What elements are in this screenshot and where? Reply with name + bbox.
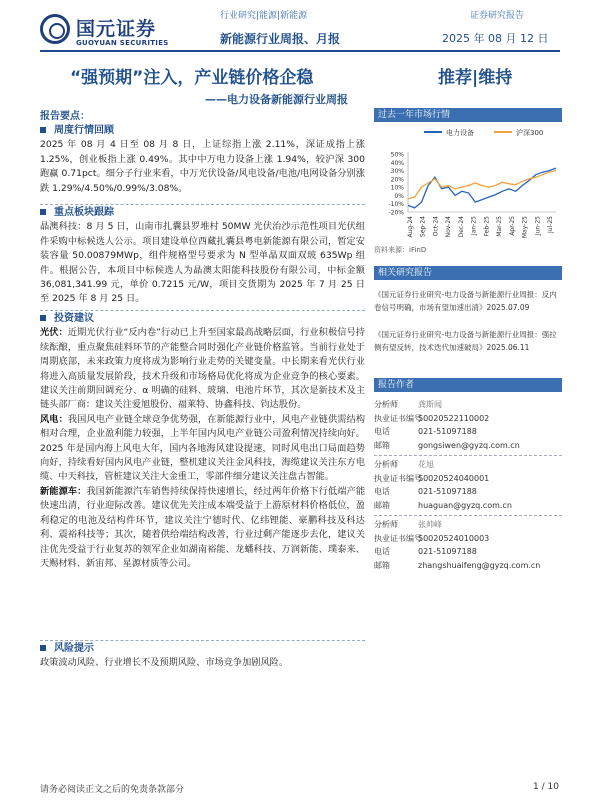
rating-badge: 推荐|维持	[438, 68, 513, 88]
analyst-field-label: 电话	[374, 487, 390, 496]
analyst-field-label: 邮箱	[374, 500, 390, 510]
y-tick-label: 0%	[394, 192, 404, 200]
y-tick-label: 30%	[390, 168, 404, 176]
wind-label: 风电：	[40, 413, 68, 425]
analyst-divider	[374, 515, 562, 516]
analyst-field-label: 分析师	[374, 460, 398, 469]
analyst-row	[374, 458, 562, 472]
chart-heading: 过去一年市场行情	[374, 108, 562, 122]
section-text: 政策波动风险、行业增长不及预期风险、市场竞争加剧风险。	[40, 657, 289, 669]
analyst-row	[374, 412, 562, 426]
company-logo	[40, 10, 170, 48]
series-line-index	[408, 171, 556, 199]
analyst-row	[374, 518, 562, 532]
section-title: 重点板块跟踪	[54, 207, 114, 218]
page-title: “强预期”注入，产业链价格企稳	[70, 68, 314, 88]
x-tick-label: Mar-25	[496, 216, 504, 237]
y-tick-label: -20%	[388, 209, 404, 217]
header-divider	[40, 50, 560, 52]
summary-heading: 报告要点：	[40, 111, 90, 122]
wind-text: 我国风电产业链全球竞争优势强，在新能源行业中，风电产业链供需结构相对合理，企业盈利能力较强，上半年国内风电产业链公司盈利情况持续向好。2025 年是国内海上风电大年，国内各地海风建设提速，同时风电出口局面趋势向好，持续看好国内风电产业链，整机建议关注金风科技，海缆建议关注东方电缆、中天科技，管桩建议关注大金重工，零部件细分建议关注盘古智能。	[40, 413, 366, 483]
legend-label: 电力设备	[446, 129, 474, 137]
section-risk	[40, 642, 365, 671]
related-heading: 相关研究报告	[374, 266, 562, 280]
nev-label: 新能源车：	[40, 485, 87, 497]
analyst-field-label: 分析师	[374, 400, 398, 409]
section-text: 晶澳科技：8 月 5 日，山南市扎囊县罗堆村 50MW 光伏治沙示范性项目光伏组件采购中标候选人公示。项目建设单位西藏扎囊县粤电新能源有限公司，暂定安装容量 50.00879MWp，组件规格型号要求为 N 型单晶双面双玻 635Wp 组件。根据公告，本项目中标候选人为晶澳太阳能科技股份有限公司，中标金额 36,081,341.99 元，单价 0.7215 元/W，项目交货期为 2025 年 7 月 25 日至 2025 年 8 月 25 日。	[40, 221, 365, 305]
y-tick-label: 10%	[390, 184, 404, 192]
x-tick-label: Aug-24	[407, 216, 414, 238]
series-line-industry	[408, 168, 556, 208]
analyst-row	[374, 485, 562, 499]
report-type: 证券研究报告	[470, 11, 525, 21]
analyst-phone: 021-51097188	[418, 547, 477, 556]
analyst-field-label: 电话	[374, 427, 390, 436]
analyst-phone: 021-51097188	[418, 487, 477, 496]
section-divider	[40, 640, 365, 641]
analyst-heading: 报告作者	[374, 378, 562, 392]
section-weekly-review	[40, 124, 365, 196]
report-subtitle: ——电力设备新能源行业周报	[205, 93, 348, 106]
analyst-row	[374, 559, 562, 573]
y-tick-label: -10%	[388, 201, 404, 209]
x-tick-label: Jul-25	[547, 216, 554, 234]
analyst-cert: S0020522110002	[418, 413, 490, 423]
section-divider	[40, 204, 365, 205]
report-series: 新能源行业周报、月报	[220, 32, 341, 46]
analyst-field-label: 执业证书编号	[374, 473, 422, 483]
x-tick-label: Sep-24	[419, 216, 427, 238]
section-divider	[40, 310, 365, 311]
section-title: 周度行情回顾	[54, 125, 114, 136]
analyst-row	[374, 425, 562, 439]
analyst-name: 张帅峰	[418, 520, 442, 529]
pv-paragraph	[40, 326, 365, 412]
analyst-name: 龚斯闻	[418, 400, 442, 409]
y-tick-label: 50%	[390, 151, 404, 159]
x-tick-label: Feb-25	[483, 216, 491, 237]
pv-label: 光伏：	[40, 327, 68, 339]
section-bullet-icon	[40, 209, 46, 215]
wind-paragraph	[40, 413, 365, 485]
x-tick-label: Nov-24	[445, 216, 453, 238]
analyst-field-label: 邮箱	[374, 560, 390, 570]
section-bullet-icon	[40, 645, 46, 651]
disclaimer-note: 请务必阅读正文之后的免责条款部分	[40, 785, 185, 795]
legend-label: 沪深300	[516, 129, 544, 137]
logo-text-en: GUOYUAN SECURITIES	[76, 39, 169, 47]
section-title: 风险提示	[54, 643, 94, 654]
analyst-email[interactable]: gongsiwen@gyzq.com.cn	[418, 440, 520, 450]
pv-text: 近期光伏行业“反内卷”行动已上升至国家最高战略层面，行业积极信号持续酝酿，重点聚焦硅料环节的产能整合同时强化产业链价格监管。当前行业处于周期底部，未来政策力度将成为影响行业走势的关键变量。中长期来看光伏行业将进入高质量发展阶段，技术升级和市场格局优化将成为企业竞争的核心要素。建议关注前期回调充分、α 明确的硅料、玻璃、电池片环节，其次是新技术及主链头部厂商：建议关注爱旭股份、福莱特、协鑫科技、钧达股份。	[40, 327, 365, 411]
analyst-row	[374, 545, 562, 559]
analyst-row	[374, 499, 562, 513]
related-report[interactable]: 《国元证券行业研究-电力设备与新能源行业周报：强拉侧有望反转，技术迭代加速破局》2025.06.11	[374, 330, 557, 352]
nev-text: 我国新能源汽车销售持续保持快速增长，经过两年价格下行低端产能快速出清，行业迎际改善。建议优先关注成本端受益于上游原材料价格低位，盈利稳定的电池及结构件环节，建议关注宁德时代、亿纬锂能、豪鹏科技及科达利、震裕科技等；其次，随着供给端结构改善，行业过剩产能逐步去化，建议关注优先受益于行业复苏的领军企业如湖南裕能、龙蟠科技、万润新能、璞泰来、天赐材料、新宙邦、星源材质等公司。	[40, 485, 366, 569]
analyst-row	[374, 472, 562, 486]
logo-text-cn: 国元证券	[76, 18, 157, 40]
x-tick-label: Oct-24	[432, 216, 440, 237]
analyst-phone: 021-51097188	[418, 427, 477, 436]
analyst-cert: S0020524040001	[418, 473, 490, 483]
logo-seal-icon	[40, 14, 70, 44]
x-tick-label: Jan-25	[470, 216, 478, 236]
report-category: 行业研究|能源|新能源	[220, 11, 308, 21]
analyst-row	[374, 439, 562, 453]
section-title: 投资建议	[54, 313, 94, 324]
analyst-table	[374, 398, 562, 572]
x-tick-label: May-25	[521, 216, 529, 239]
analyst-row	[374, 398, 562, 412]
analyst-field-label: 电话	[374, 547, 390, 556]
x-tick-label: Dec-24	[457, 216, 465, 238]
chart-source: 资料来源：iFinD	[374, 246, 427, 254]
x-tick-label: Apr-25	[508, 216, 516, 236]
related-report[interactable]: 《国元证券行业研究-电力设备与新能源行业周报：反内卷信号明确，市场有望加速出清》2025.07.09	[374, 290, 557, 312]
section-key-tracking	[40, 206, 365, 307]
x-tick-label: Jun-25	[534, 216, 542, 236]
y-tick-label: 40%	[390, 159, 404, 167]
analyst-row	[374, 532, 562, 546]
section-investment	[40, 312, 365, 571]
analyst-name: 花旭	[418, 460, 434, 469]
analyst-field-label: 邮箱	[374, 440, 390, 450]
section-text: 2025 年 08 月 4 日至 08 月 8 日，上证综指上涨 2.11%，深证成指上涨 1.25%，创业板指上涨 0.49%。其中中万电力设备上涨 1.94%，较沪深 300 跑赢 0.71pct。细分子行业来看，中万光伏设备/风电设备/电池/电网设备分别涨跌 1.29%/4.50%/0.99%/3.08%。	[40, 139, 365, 194]
analyst-cert: S0020524010003	[418, 533, 490, 543]
analyst-field-label: 执业证书编号	[374, 413, 422, 423]
nev-paragraph	[40, 485, 365, 571]
market-trend-chart	[374, 124, 562, 242]
analyst-email[interactable]: zhangshuaifeng@gyzq.com.cn	[418, 560, 541, 570]
page-number: 1 / 10	[533, 782, 559, 792]
analyst-divider	[374, 455, 562, 456]
report-date: 2025 年 08 月 12 日	[442, 32, 549, 45]
section-bullet-icon	[40, 315, 46, 321]
analyst-field-label: 执业证书编号	[374, 533, 422, 543]
section-bullet-icon	[40, 127, 46, 133]
analyst-field-label: 分析师	[374, 520, 398, 529]
analyst-email[interactable]: huaguan@gyzq.com.cn	[418, 500, 512, 510]
y-tick-label: 20%	[390, 176, 404, 184]
